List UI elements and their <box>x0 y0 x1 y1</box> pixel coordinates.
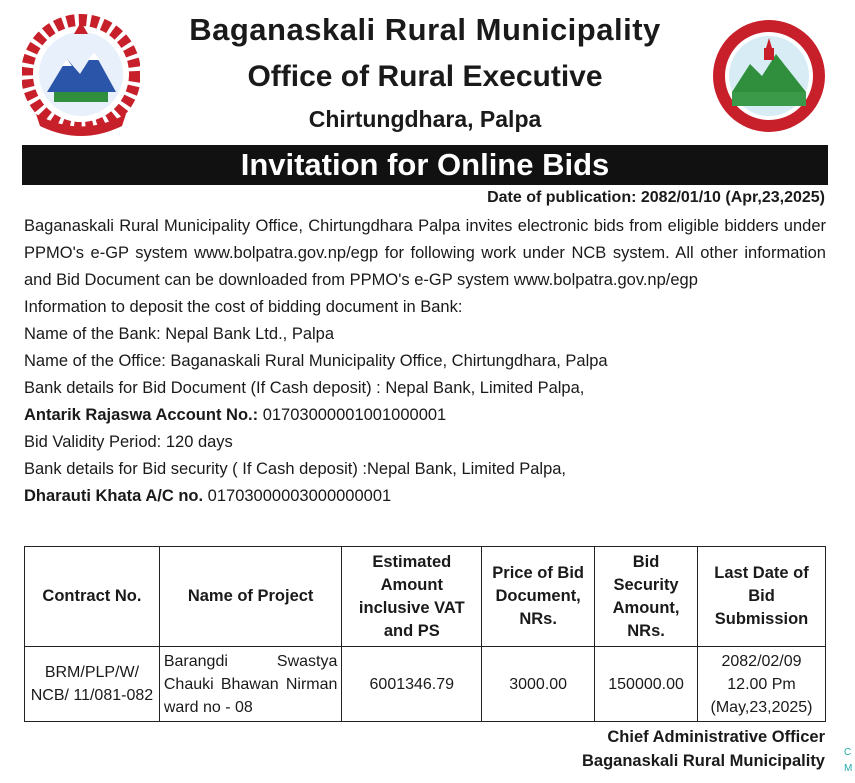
bank-security-line: Bank details for Bid security ( If Cash deposit) :Nepal Bank, Limited Palpa, <box>24 460 567 478</box>
municipality-seal-logo <box>710 14 828 138</box>
cell-last-date: 2082/02/09 12.00 Pm (May,23,2025) <box>698 647 826 722</box>
header-last-date: Last Date of Bid Submission <box>698 547 826 647</box>
header-bid-security: Bid Security Amount, NRs. <box>595 547 698 647</box>
antarik-value: 01703000001001000001 <box>258 406 447 424</box>
header-contract-no: Contract No. <box>25 547 160 647</box>
table-row <box>25 647 826 722</box>
publication-date: Date of publication: 2082/01/10 (Apr,23,2025) <box>487 189 825 206</box>
cell-contract-no: BRM/PLP/W/ NCB/ 11/081-082 <box>25 647 160 722</box>
office-name: Office of Rural Executive <box>247 60 603 93</box>
margin-mark-m: M <box>844 763 853 774</box>
dharauti-value: 01703000003000000001 <box>203 487 392 505</box>
signatory-title: Chief Administrative Officer <box>607 728 825 746</box>
cell-bid-doc-price: 3000.00 <box>482 647 595 722</box>
municipality-name: Baganaskali Rural Municipality <box>189 12 661 47</box>
cell-project-name: Barangdi Swastya Chauki Bhawan Nirman ward no - 08 <box>159 647 342 722</box>
bank-name-line: Name of the Bank: Nepal Bank Ltd., Palpa <box>24 325 335 343</box>
notice-title-banner: Invitation for Online Bids <box>22 145 828 185</box>
antarik-account-line <box>24 402 826 429</box>
cell-bid-security: 150000.00 <box>595 647 698 722</box>
bid-table <box>24 546 826 722</box>
validity-line: Bid Validity Period: 120 days <box>24 433 233 451</box>
dharauti-label: Dharauti Khata A/C no. <box>24 487 204 505</box>
margin-mark-c: C <box>844 747 852 758</box>
office-location: Chirtungdhara, Palpa <box>308 106 542 132</box>
table-header-row <box>25 547 826 647</box>
header-project-name: Name of Project <box>159 547 342 647</box>
dharauti-account-line <box>24 483 826 510</box>
antarik-label: Antarik Rajaswa Account No.: <box>24 406 259 424</box>
header-bid-doc-price: Price of Bid Document, NRs. <box>482 547 595 647</box>
signatory-office: Baganaskali Rural Municipality <box>582 752 825 770</box>
cell-estimated-amount: 6001346.79 <box>342 647 482 722</box>
header-estimated-amount: Estimated Amount inclusive VAT and PS <box>342 547 482 647</box>
intro-paragraph: Baganaskali Rural Municipality Office, Chirtungdhara Palpa invites electronic bids from eligible bidders under PPMO's e-GP system www.bolpatra.gov.np/egp for following work under NCB system. All other information and Bid Document can be downloaded from PPMO's e-GP system www.bolpatra.gov.np/egp <box>24 217 826 289</box>
office-name-line: Name of the Office: Baganaskali Rural Municipality Office, Chirtungdhara, Palpa <box>24 352 608 370</box>
margin-marks <box>844 745 852 777</box>
bank-doc-line: Bank details for Bid Document (If Cash deposit) : Nepal Bank, Limited Palpa, <box>24 379 585 397</box>
nepal-emblem-logo <box>22 14 140 138</box>
deposit-info-line: Information to deposit the cost of bidding document in Bank: <box>24 298 463 316</box>
notice-body <box>24 213 826 510</box>
